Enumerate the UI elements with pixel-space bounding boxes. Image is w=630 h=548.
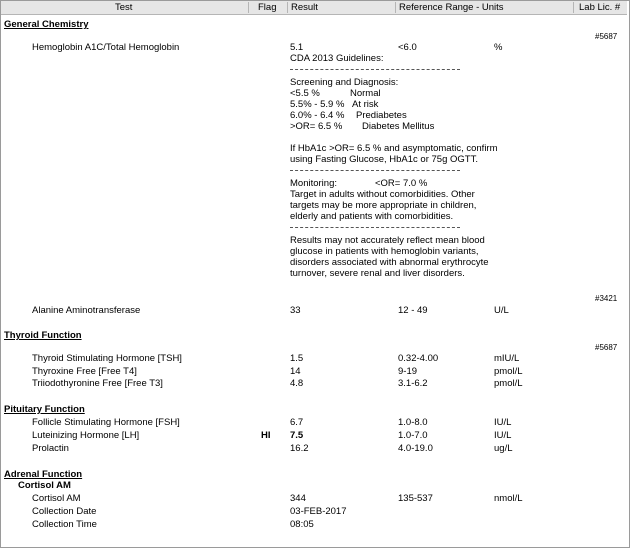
comment-line: glucose in patients with hemoglobin variants, bbox=[290, 246, 479, 257]
result-value: 6.7 bbox=[290, 417, 304, 428]
comment-divider bbox=[290, 227, 460, 228]
comment-line: using Fasting Glucose, HbA1c or 75g OGTT. bbox=[290, 154, 478, 165]
result-value: 5.1 bbox=[290, 42, 304, 53]
comment-line: Screening and Diagnosis: bbox=[290, 77, 399, 88]
col-flag[interactable]: Flag bbox=[258, 2, 277, 13]
col-divider bbox=[573, 2, 574, 13]
comment-line: At risk bbox=[352, 99, 379, 110]
lab-license: #5687 bbox=[595, 32, 618, 41]
test-name: Collection Time bbox=[32, 519, 97, 530]
col-lab-lic[interactable]: Lab Lic. # bbox=[579, 2, 621, 13]
comment-line: disorders associated with abnormal erythrocyte bbox=[290, 257, 489, 268]
result-value: 1.5 bbox=[290, 353, 304, 364]
col-divider bbox=[395, 2, 396, 13]
reference-range: 0.32-4.00 bbox=[398, 353, 439, 364]
comment-line: Monitoring: bbox=[290, 178, 337, 189]
lab-license: #5687 bbox=[595, 343, 618, 352]
result-value: 03-FEB-2017 bbox=[290, 506, 347, 517]
reference-range: 135-537 bbox=[398, 493, 433, 504]
test-name: Follicle Stimulating Hormone [FSH] bbox=[32, 417, 180, 428]
test-name: Triiodothyronine Free [Free T3] bbox=[32, 378, 163, 389]
col-range-units[interactable]: Reference Range - Units bbox=[399, 2, 504, 13]
test-name: Thyroid Stimulating Hormone [TSH] bbox=[32, 353, 182, 364]
unit: pmol/L bbox=[494, 378, 523, 389]
test-name: Prolactin bbox=[32, 443, 69, 454]
reference-range: <6.0 bbox=[398, 42, 417, 53]
test-name: Alanine Aminotransferase bbox=[32, 305, 141, 316]
unit: ug/L bbox=[494, 443, 513, 454]
unit: mIU/L bbox=[494, 353, 520, 364]
result-value: 33 bbox=[290, 305, 301, 316]
comment-line: 5.5% - 5.9 % bbox=[290, 99, 345, 110]
subsection-title: Cortisol AM bbox=[18, 480, 71, 491]
comment-line: <5.5 % bbox=[290, 88, 320, 99]
test-name: Cortisol AM bbox=[32, 493, 81, 504]
reference-range: 1.0-7.0 bbox=[398, 430, 428, 441]
unit: % bbox=[494, 42, 503, 53]
reference-range: 4.0-19.0 bbox=[398, 443, 433, 454]
result-value: 4.8 bbox=[290, 378, 304, 389]
comment-divider bbox=[290, 170, 460, 171]
comment-line: CDA 2013 Guidelines: bbox=[290, 53, 384, 64]
comment-divider bbox=[290, 69, 460, 70]
comment-line: Results may not accurately reflect mean blood bbox=[290, 235, 485, 246]
result-value: 08:05 bbox=[290, 519, 314, 530]
result-value: 14 bbox=[290, 366, 301, 377]
lab-license: #3421 bbox=[595, 294, 618, 303]
test-name: Hemoglobin A1C/Total Hemoglobin bbox=[32, 42, 180, 53]
comment-line: Normal bbox=[350, 88, 381, 99]
test-name: Luteinizing Hormone [LH] bbox=[32, 430, 140, 441]
col-result[interactable]: Result bbox=[291, 2, 318, 13]
unit: pmol/L bbox=[494, 366, 523, 377]
reference-range: 3.1-6.2 bbox=[398, 378, 428, 389]
comment-line: If HbA1c >OR= 6.5 % and asymptomatic, confirm bbox=[290, 143, 498, 154]
unit: IU/L bbox=[494, 430, 512, 441]
result-value: 344 bbox=[290, 493, 306, 504]
abnormal-flag: HI bbox=[261, 430, 271, 441]
comment-line: targets may be more appropriate in children, bbox=[290, 200, 477, 211]
reference-range: 1.0-8.0 bbox=[398, 417, 428, 428]
col-test[interactable]: Test bbox=[115, 2, 133, 13]
column-header bbox=[1, 1, 627, 15]
section-title-general-chemistry: General Chemistry bbox=[4, 19, 89, 30]
col-divider bbox=[287, 2, 288, 13]
unit: U/L bbox=[494, 305, 509, 316]
unit: IU/L bbox=[494, 417, 512, 428]
col-divider bbox=[248, 2, 249, 13]
section-title-pituitary: Pituitary Function bbox=[4, 404, 85, 415]
comment-line: Diabetes Mellitus bbox=[362, 121, 435, 132]
comment-line: 6.0% - 6.4 % bbox=[290, 110, 345, 121]
test-name: Collection Date bbox=[32, 506, 97, 517]
test-name: Thyroxine Free [Free T4] bbox=[32, 366, 137, 377]
section-title-adrenal: Adrenal Function bbox=[4, 469, 83, 480]
comment-line: Prediabetes bbox=[356, 110, 407, 121]
comment-line: turnover, severe renal and liver disorders. bbox=[290, 268, 465, 279]
reference-range: 9-19 bbox=[398, 366, 418, 377]
comment-line: Target in adults without comorbidities. Other bbox=[290, 189, 475, 200]
section-title-thyroid: Thyroid Function bbox=[4, 330, 82, 341]
reference-range: 12 - 49 bbox=[398, 305, 428, 316]
comment-line: elderly and patients with comorbidities. bbox=[290, 211, 454, 222]
result-value: 7.5 bbox=[290, 430, 304, 441]
comment-line: <OR= 7.0 % bbox=[375, 178, 428, 189]
unit: nmol/L bbox=[494, 493, 523, 504]
result-value: 16.2 bbox=[290, 443, 309, 454]
comment-line: >OR= 6.5 % bbox=[290, 121, 343, 132]
